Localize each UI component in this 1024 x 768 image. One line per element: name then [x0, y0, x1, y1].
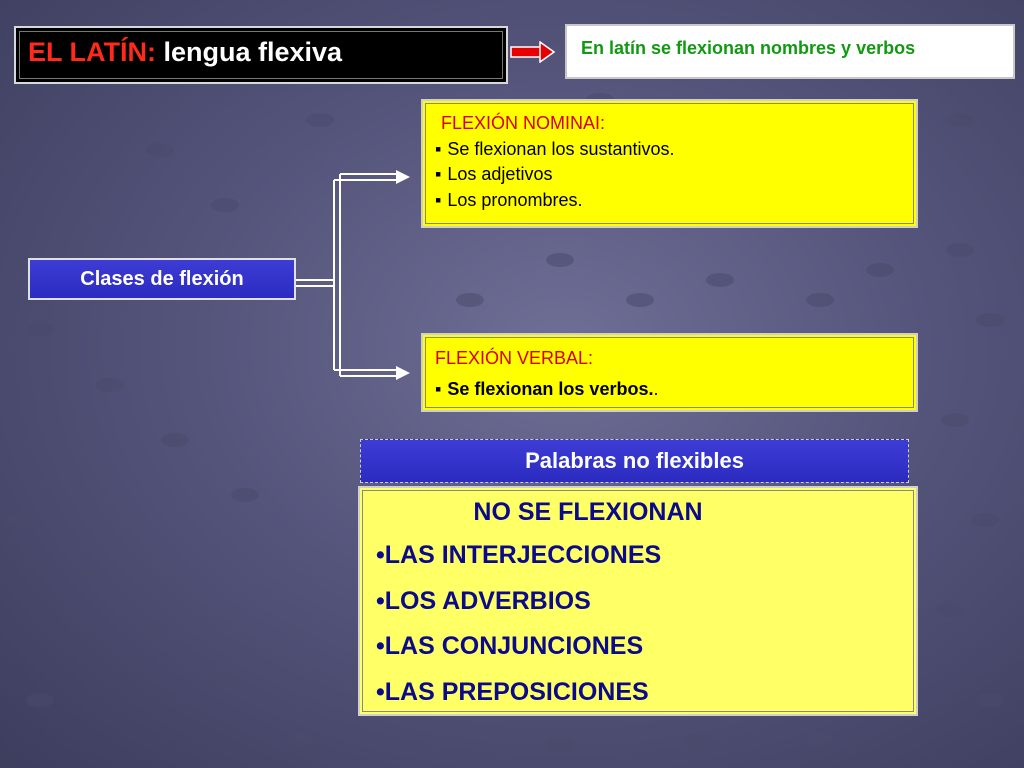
branch-connector	[290, 160, 430, 390]
palabras-label: Palabras no flexibles	[525, 448, 744, 473]
no-se-flexionan-heading: NO SE FLEXIONAN	[473, 498, 703, 526]
note-text: En latín se flexionan nombres y verbos	[581, 38, 916, 58]
no-flex-item: •LOS ADVERBIOS	[376, 586, 591, 615]
title-box	[14, 26, 508, 84]
no-flex-item: •LAS INTERJECCIONES	[376, 541, 662, 569]
clases-label: Clases de flexión	[80, 268, 244, 290]
flexion-verbal-suffix: .	[653, 379, 659, 399]
flexion-nominal-box	[421, 99, 918, 228]
flexion-verbal-box	[421, 333, 918, 412]
no-flex-item: •LAS PREPOSICIONES	[376, 677, 649, 706]
flexion-nominal-item: ▪ Los pronombres.	[435, 188, 904, 214]
flexion-verbal-item: Se flexionan los verbos.	[447, 379, 654, 399]
flexion-nominal-item: ▪ Los adjetivos	[435, 162, 904, 188]
flexion-nominal-item: ▪ Se flexionan los sustantivos.	[435, 137, 904, 163]
title-prefix: EL LATÍN:	[28, 37, 156, 67]
flexion-nominal-heading: FLEXIÓN NOMINAI:	[441, 113, 606, 133]
flexion-verbal-heading: FLEXIÓN VERBAL:	[435, 348, 594, 368]
note-box	[565, 24, 1015, 79]
title-rest: lengua flexiva	[156, 37, 343, 67]
arrow-right-icon	[510, 41, 555, 63]
no-se-flexionan-box	[358, 486, 918, 716]
clases-de-flexion-box	[28, 258, 296, 300]
no-flex-item: •LAS CONJUNCIONES	[376, 632, 644, 660]
palabras-no-flexibles-box	[360, 439, 909, 483]
